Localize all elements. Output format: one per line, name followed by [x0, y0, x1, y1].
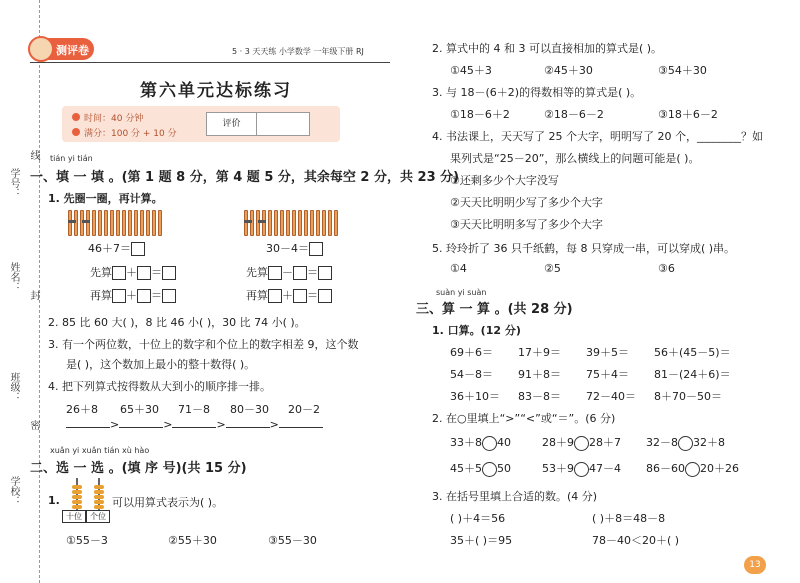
stick: [328, 210, 332, 236]
binding-mark-seal: 封: [28, 290, 39, 300]
rubber-band: [258, 220, 266, 223]
compare-0-0: 33＋8 40: [450, 436, 511, 449]
student-number-label: 学号：: [8, 168, 19, 198]
fill-1-1[interactable]: 78－40＜20＋( ): [592, 534, 680, 547]
compare-0-2: 32－8 32＋8: [646, 436, 725, 449]
s2-q3-opt1[interactable]: ①18－6＋2: [450, 108, 510, 121]
stick: [92, 210, 96, 236]
stick: [104, 210, 108, 236]
abacus-bead: [72, 490, 82, 494]
stick: [110, 210, 114, 236]
right-expression: 30－4＝: [266, 240, 323, 256]
answer-box[interactable]: [309, 242, 323, 256]
abacus-tens-label: 十位: [62, 510, 86, 523]
blank[interactable]: [119, 418, 163, 428]
abacus-bead: [94, 490, 104, 494]
step-box[interactable]: [293, 289, 307, 303]
s2-q1-opt1[interactable]: ①55－3: [66, 534, 108, 547]
time-limit: 时间：40 分钟: [84, 114, 144, 124]
mascot-icon: [28, 36, 54, 62]
q4-expr-1: 26＋8: [66, 403, 98, 416]
s2-q1-opt2[interactable]: ②55＋30: [168, 534, 217, 547]
s3-q3: 3. 在括号里填上合适的数。(4 分): [432, 490, 598, 503]
step-box[interactable]: [112, 289, 126, 303]
stick-bundle-right: [244, 210, 344, 236]
rubber-band: [68, 220, 76, 223]
compare-circle[interactable]: [482, 462, 497, 477]
stick: [268, 210, 272, 236]
s2-q5-opt2[interactable]: ②5: [544, 262, 561, 275]
stick: [244, 210, 248, 236]
abacus-bead: [94, 500, 104, 504]
s2-q2-opt2[interactable]: ②45＋30: [544, 64, 593, 77]
stick: [262, 210, 266, 236]
stick: [116, 210, 120, 236]
oral-0-0: 69＋6＝: [450, 346, 493, 359]
stick: [74, 210, 78, 236]
section1-pinyin: tián yi tián: [50, 154, 93, 163]
step-box[interactable]: [268, 266, 282, 280]
stick: [334, 210, 338, 236]
stick: [256, 210, 260, 236]
rubber-band: [82, 220, 90, 223]
stick: [292, 210, 296, 236]
s2-q5: 5. 玲玲折了 36 只千纸鹤，每 8 只穿成一串，可以穿成( )串。: [432, 242, 736, 255]
section3-title: 三、算 一 算 。(共 28 分): [416, 302, 573, 317]
compare-circle[interactable]: [482, 436, 497, 451]
step-box[interactable]: [293, 266, 307, 280]
right-second-step: 再算 ＋ ＝: [246, 287, 332, 303]
section2-pinyin: xuǎn yi xuǎn tián xù hào: [50, 446, 150, 455]
oral-0-2: 39＋5＝: [586, 346, 629, 359]
stick: [280, 210, 284, 236]
ordering-blanks: > > > >: [66, 418, 323, 431]
s2-q4-opt1[interactable]: ①还剩多少个大字没写: [450, 174, 559, 187]
stick: [146, 210, 150, 236]
answer-box[interactable]: [131, 242, 145, 256]
step-box[interactable]: [318, 266, 332, 280]
abacus-ones-label: 个位: [86, 510, 110, 523]
page-title: 第六单元达标练习: [140, 81, 292, 101]
compare-circle[interactable]: [574, 462, 589, 477]
oral-1-1: 91＋8＝: [518, 368, 561, 381]
oral-1-0: 54－8＝: [450, 368, 493, 381]
stick: [298, 210, 302, 236]
s2-q3-opt3[interactable]: ③18＋6－2: [658, 108, 718, 121]
section2-title: 二、选 一 选 。(填 序 号)(共 15 分): [30, 461, 247, 476]
stick: [158, 210, 162, 236]
step-box[interactable]: [268, 289, 282, 303]
stick: [286, 210, 290, 236]
s2-q3-opt2[interactable]: ②18－6－2: [544, 108, 604, 121]
s2-q1-opt3[interactable]: ③55－30: [268, 534, 317, 547]
section1-title: 一、填 一 填 。(第 1 题 8 分，第 4 题 5 分，其余每空 2 分，共 23 分): [30, 170, 460, 185]
stick: [274, 210, 278, 236]
abacus-bead: [94, 505, 104, 509]
left-second-step: 再算 ＋ ＝: [90, 287, 176, 303]
compare-1-0: 45＋5 50: [450, 462, 511, 475]
abacus-bead: [72, 495, 82, 499]
oral-2-2: 72－40＝: [586, 390, 636, 403]
step-box[interactable]: [137, 289, 151, 303]
q4-expr-4: 80－30: [230, 403, 269, 416]
left-first-step: 先算 ＋ ＝: [90, 264, 176, 280]
step-box[interactable]: [162, 266, 176, 280]
s3-q2: 2. 在○里填上“>”“<”或“＝”。(6 分): [432, 412, 616, 425]
rubber-band: [244, 220, 252, 223]
s2-q1: 可以用算式表示为( )。: [112, 496, 224, 509]
s2-q1-number: 1.: [48, 494, 60, 507]
q4-expr-5: 20－2: [288, 403, 320, 416]
oral-2-0: 36＋10＝: [450, 390, 500, 403]
oral-0-3: 56＋(45－5)＝: [654, 346, 731, 359]
stick: [250, 210, 254, 236]
clock-icon: [72, 113, 80, 121]
step-box[interactable]: [162, 289, 176, 303]
fill-0-0[interactable]: ( )＋4＝56: [450, 512, 506, 525]
stick: [98, 210, 102, 236]
oral-2-3: 8＋70－50＝: [654, 390, 722, 403]
q4-expr-2: 65＋30: [120, 403, 159, 416]
header-divider: [30, 62, 390, 63]
abacus-bead: [72, 485, 82, 489]
header-badge-label: 测评卷: [56, 44, 89, 57]
s1-q3-line1: 3. 有一个两位数，十位上的数字和个位上的数字相差 9，这个数: [48, 338, 359, 351]
fill-0-1[interactable]: ( )＋8＝48－8: [592, 512, 666, 525]
stick-bundle-left: [68, 210, 168, 236]
step-box[interactable]: [112, 266, 126, 280]
compare-0-1: 28＋9 28＋7: [542, 436, 621, 449]
compare-circle[interactable]: [574, 436, 589, 451]
stick: [122, 210, 126, 236]
abacus-bead: [94, 495, 104, 499]
abacus-bead: [72, 500, 82, 504]
compare-1-1: 53＋9 47－4: [542, 462, 621, 475]
s1-q3-line2: 是( )，这个数加上最小的整十数得( )。: [66, 358, 256, 371]
section3-pinyin: suàn yi suàn: [436, 288, 487, 297]
s2-q4-opt2[interactable]: ②天天比明明少写了多少个大字: [450, 196, 603, 209]
name-label: 姓名：: [8, 262, 19, 292]
stick: [316, 210, 320, 236]
s2-q2: 2. 算式中的 4 和 3 可以直接相加的算式是( )。: [432, 42, 663, 55]
page-number: 13: [744, 556, 766, 574]
s1-q2: 2. 85 比 60 大( )，8 比 46 小( )，30 比 74 小( )。: [48, 316, 306, 329]
compare-circle[interactable]: [678, 436, 693, 451]
full-score: 满分：100 分 + 10 分: [84, 129, 177, 139]
score-icon: [72, 128, 80, 136]
header-series: 5 · 3 天天练 小学数学 一年级下册 RJ: [232, 47, 364, 56]
blank[interactable]: [226, 418, 270, 428]
stick: [128, 210, 132, 236]
s2-q3: 3. 与 18－(6＋2)的得数相等的算式是( )。: [432, 86, 642, 99]
stick: [68, 210, 72, 236]
oral-2-1: 83－8＝: [518, 390, 561, 403]
evaluation-label: 评价: [207, 113, 257, 135]
blank[interactable]: [279, 418, 323, 428]
s1-q4: 4. 把下列算式按得数从大到小的顺序排一排。: [48, 380, 271, 393]
step-box[interactable]: [137, 266, 151, 280]
stick: [134, 210, 138, 236]
oral-1-2: 75＋4＝: [586, 368, 629, 381]
left-expression: 46＋7＝: [88, 240, 145, 256]
s2-q5-opt1[interactable]: ①4: [450, 262, 467, 275]
step-box[interactable]: [318, 289, 332, 303]
binding-mark-line: 线: [28, 150, 39, 160]
s2-q2-opt3[interactable]: ③54＋30: [658, 64, 707, 77]
evaluation-box[interactable]: [206, 112, 310, 136]
stick: [304, 210, 308, 236]
stick: [86, 210, 90, 236]
s2-q4-line2: 果列式是“25－20”，那么横线上的问题可能是( )。: [450, 152, 700, 165]
right-first-step: 先算 － ＝: [246, 264, 332, 280]
s2-q5-opt3[interactable]: ③6: [658, 262, 675, 275]
oral-1-3: 81－(24＋6)＝: [654, 368, 731, 381]
school-label: 学校：: [8, 476, 19, 506]
compare-circle[interactable]: [685, 462, 700, 477]
stick: [140, 210, 144, 236]
compare-1-2: 86－60 20＋26: [646, 462, 739, 475]
binding-mark-secret: 密: [28, 420, 39, 430]
stick: [322, 210, 326, 236]
oral-0-1: 17＋9＝: [518, 346, 561, 359]
blank[interactable]: [172, 418, 216, 428]
stick: [152, 210, 156, 236]
abacus-bead: [72, 505, 82, 509]
stick: [80, 210, 84, 236]
s2-q4-line1: 4. 书法课上，天天写了 25 个大字，明明写了 20 个，________？如: [432, 130, 763, 143]
fill-1-0[interactable]: 35＋( )＝95: [450, 534, 513, 547]
stick: [310, 210, 314, 236]
s2-q2-opt1[interactable]: ①45＋3: [450, 64, 492, 77]
blank[interactable]: [66, 418, 110, 428]
s3-q1: 1. 口算。(12 分): [432, 324, 521, 337]
s1-q1: 1. 先圈一圈，再计算。: [48, 192, 163, 205]
class-label: 班级：: [8, 372, 19, 402]
abacus-bead: [94, 485, 104, 489]
s2-q4-opt3[interactable]: ③天天比明明多写了多少个大字: [450, 218, 603, 231]
q4-expr-3: 71－8: [178, 403, 210, 416]
